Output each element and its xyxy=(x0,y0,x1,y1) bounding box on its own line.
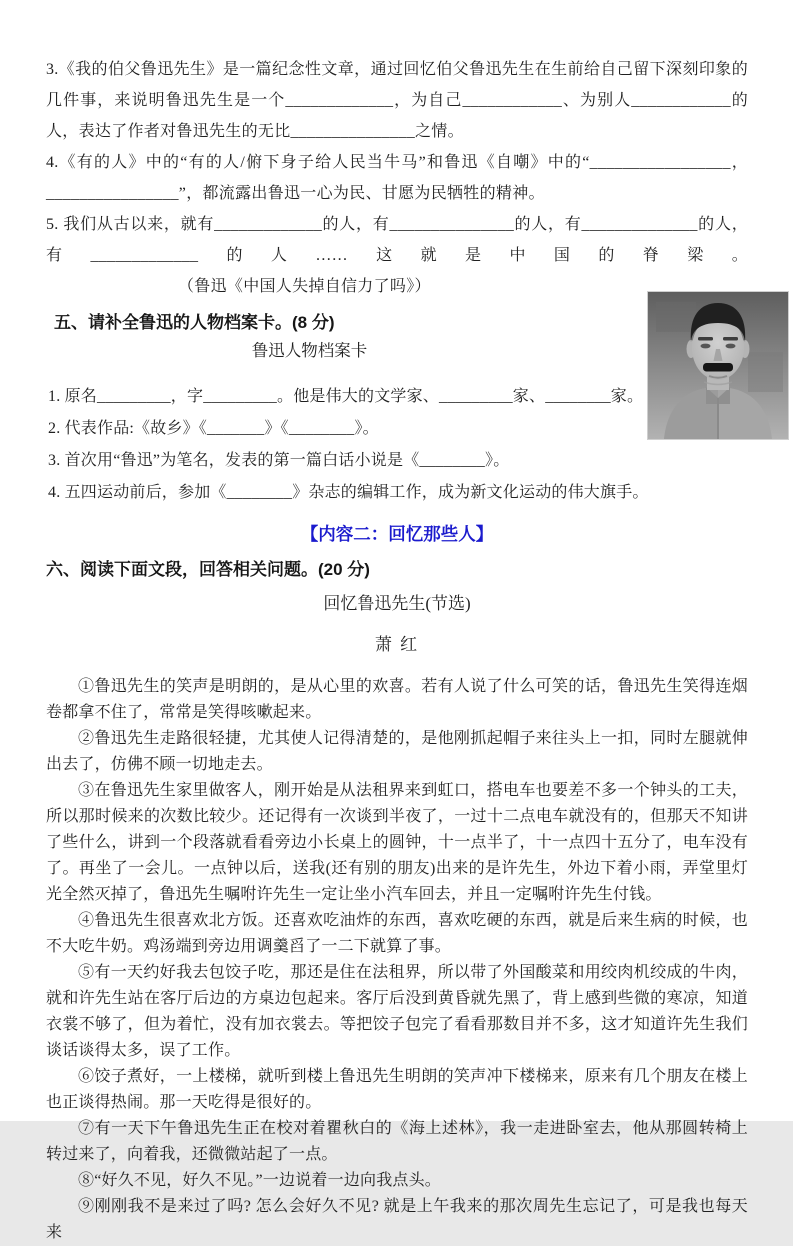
essay-body xyxy=(46,674,748,1246)
essay-paragraph-4: ④鲁迅先生很喜欢北方饭。还喜欢吃油炸的东西，喜欢吃硬的东西，就是后来生病的时候，也不大吃牛奶。鸡汤端到旁边用调羹舀了一二下就算了事。 xyxy=(46,911,748,955)
section-six xyxy=(46,557,748,1246)
section-five-heading: 五、请补全鲁迅的人物档案卡。(8 分) xyxy=(54,313,335,332)
essay-paragraph-2: ②鲁迅先生走路很轻捷，尤其使人记得清楚的，是他刚抓起帽子来往头上一扣，同时左腿就伸出去了，仿佛不顾一切地走去。 xyxy=(46,729,748,773)
section-six-heading: 六、阅读下面文段，回答相关问题。(20 分) xyxy=(46,559,370,579)
card-item-2: 2. 代表作品:《故乡》《_______》《________》。 xyxy=(48,419,379,437)
card-item-1: 1. 原名_________，字_________。他是伟大的文学家、_________家、________家。 xyxy=(48,387,644,405)
question-4: 4.《有的人》中的“有的人/俯下身子给人民当牛马”和鲁迅《自嘲》中的“_________________，________________”，都流露出鲁迅一心为民、甘愿为民牺牲的精神。 xyxy=(46,154,748,202)
content-banner: 【内容二：回忆那些人】 xyxy=(300,523,494,544)
essay-paragraph-1: ①鲁迅先生的笑声是明朗的，是从心里的欢喜。若有人说了什么可笑的话，鲁迅先生笑得连烟卷都拿不住了，常常是笑得咳嗽起来。 xyxy=(46,677,748,721)
question-5-citation: （鲁迅《中国人失掉自信力了吗》） xyxy=(186,278,431,295)
card-item-3: 3. 首次用“鲁迅”为笔名，发表的第一篇白话小说是《________》。 xyxy=(48,451,510,469)
essay-paragraph-7: ⑦有一天下午鲁迅先生正在校对着瞿秋白的《海上述林》，我一走进卧室去，他从那圆转椅上转过来了，向着我，还微微站起了一点。 xyxy=(46,1119,748,1163)
archive-card-title: 鲁迅人物档案卡 xyxy=(251,341,368,360)
question-3: 3.《我的伯父鲁迅先生》是一篇纪念性文章，通过回忆伯父鲁迅先生在生前给自己留下深刻印象的几件事，来说明鲁迅先生是一个_____________，为自己____________、为别人____________的人，表达了作者对鲁迅先生的无比_______________之情。 xyxy=(46,61,748,140)
section-five xyxy=(46,310,748,509)
card-item-4: 4. 五四运动前后，参加《________》杂志的编辑工作，成为新文化运动的伟大旗手。 xyxy=(48,483,649,501)
essay-paragraph-9: ⑨刚刚我不是来过了吗? 怎么会好久不见? 就是上午我来的那次周先生忘记了，可是我也每天来 xyxy=(46,1197,748,1241)
question-5 xyxy=(46,209,748,302)
essay-author: 萧 红 xyxy=(374,634,420,654)
question-5-text: 5. 我们从古以来，就有_____________的人，有_______________的人，有______________的人，有_____________的人……这就是中国的脊梁。 xyxy=(46,216,748,264)
essay-title: 回忆鲁迅先生(节选) xyxy=(323,593,471,613)
essay-paragraph-8: ⑧“好久不见，好久不见。”一边说着一边向我点头。 xyxy=(78,1171,442,1189)
question-block xyxy=(46,54,748,302)
essay-paragraph-6: ⑥饺子煮好，一上楼梯，就听到楼上鲁迅先生明朗的笑声冲下楼梯来，原来有几个朋友在楼上也正谈得热闹。那一天吃得是很好的。 xyxy=(46,1067,748,1111)
essay-paragraph-3: ③在鲁迅先生家里做客人，刚开始是从法租界来到虹口，搭电车也要差不多一个钟头的工夫，所以那时候来的次数比较少。还记得有一次谈到半夜了，一过十二点电车就没有的，但那天不知讲了些什么，讲到一个段落就看看旁边小长桌上的圆钟，十一点半了，十一点四十五分了，电车没有了。再坐了一会儿。一点钟以后，送我(还有别的朋友)出来的是许先生，外边下着小雨，弄堂里灯光全然灭掉了，鲁迅先生嘱咐许先生一定让坐小汽车回去，并且一定嘱咐许先生付钱。 xyxy=(46,781,748,903)
lu-xun-portrait-photo xyxy=(648,292,788,439)
archive-card-items xyxy=(48,381,676,509)
essay-paragraph-5: ⑤有一天约好我去包饺子吃，那还是住在法租界，所以带了外国酸菜和用绞肉机绞成的牛肉，就和许先生站在客厅后边的方桌边包起来。客厅后没到黄昏就先黑了，背上感到些微的寒凉，知道衣裳不够了，但为着忙，没有加衣裳去。等把饺子包完了看看那数目并不多，这才知道许先生我们谈话谈得太多，误了工作。 xyxy=(46,963,748,1059)
